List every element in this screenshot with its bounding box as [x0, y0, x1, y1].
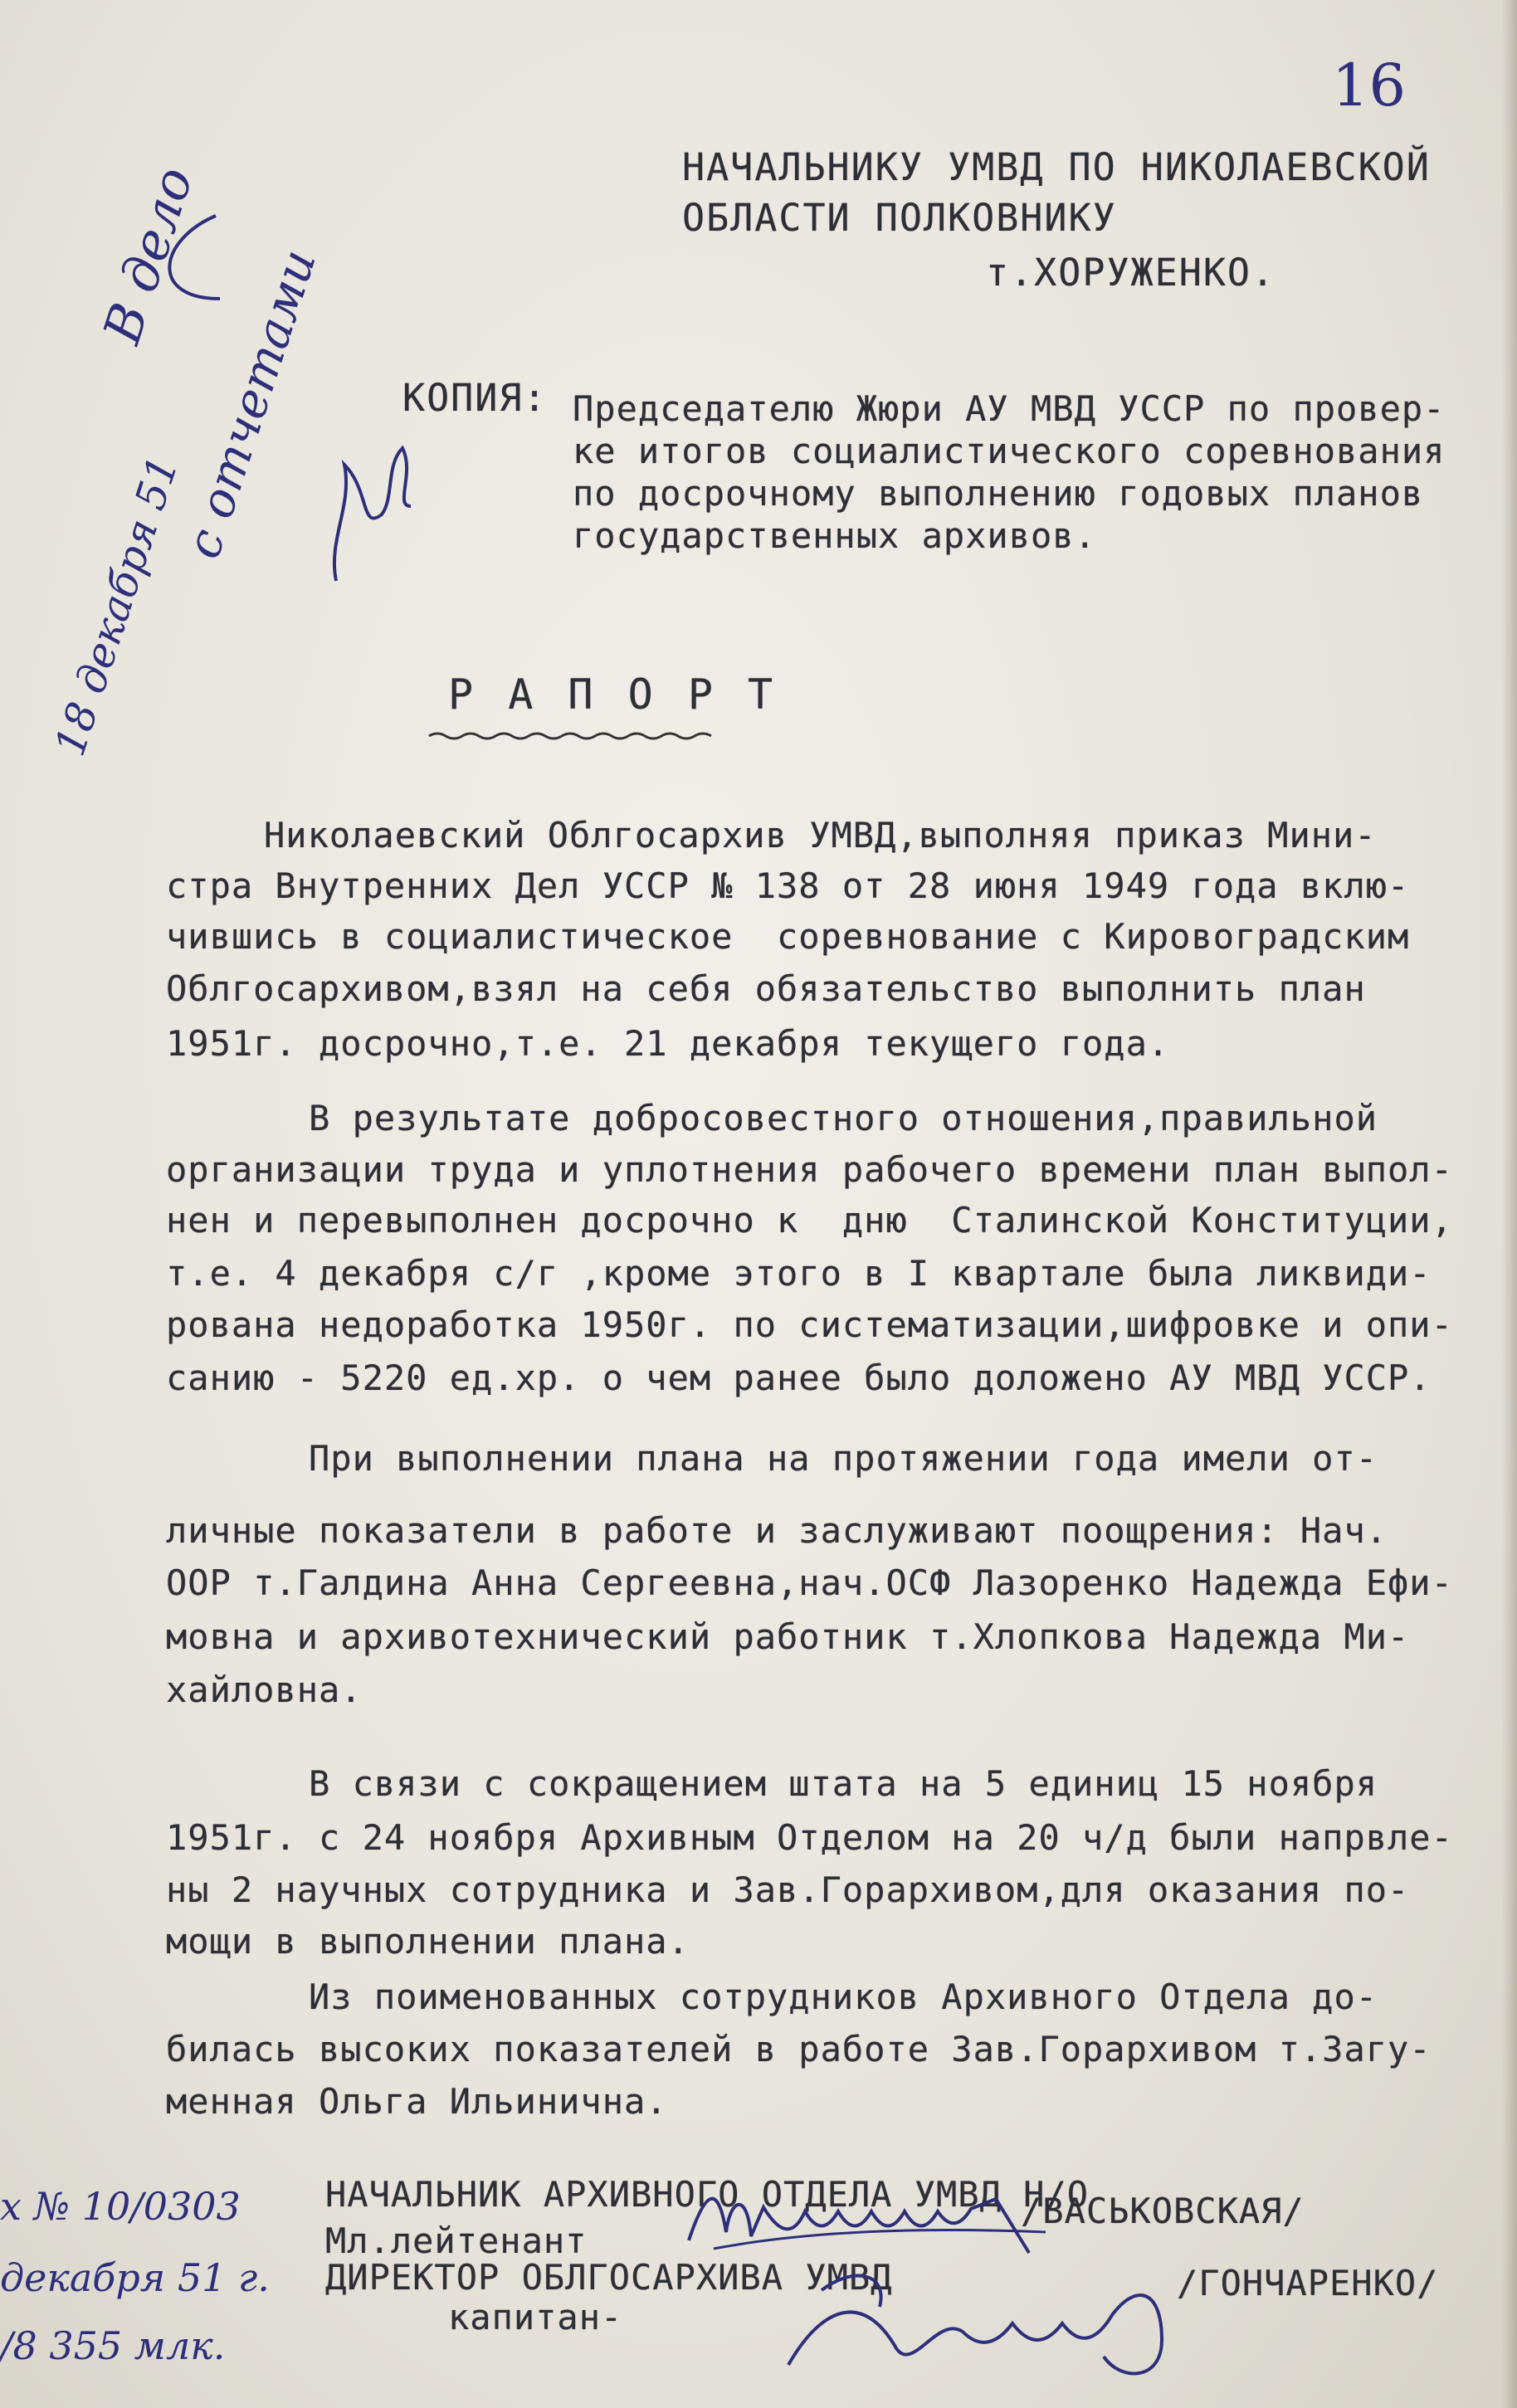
margin-check-mark	[141, 207, 232, 315]
handwritten-signature-1	[680, 2174, 1062, 2265]
p2-line-3: нен и перевыполнен досрочно к дню Сталинской Конституции,	[166, 1200, 1453, 1241]
p4-line-1: В связи с сокращением штата на 5 единиц 15 ноября	[309, 1763, 1378, 1804]
p2-line-2: организации труда и уплотнения рабочего времени план выпол-	[166, 1149, 1453, 1190]
page-edge-shadow	[1502, 0, 1517, 2408]
p3-line-4: мовна и архивотехнический работник т.Хлопкова Надежда Ми-	[166, 1616, 1410, 1657]
registration-line-2: декабря 51 г.	[0, 2255, 270, 2300]
signature-rank-2: капитан-	[448, 2297, 623, 2337]
p2-line-5: рована недоработка 1950г. по систематизации,шифровке и опи-	[166, 1304, 1453, 1345]
p1-line-5: 1951г. досрочно,т.е. 21 декабря текущего года.	[166, 1023, 1170, 1064]
p1-line-4: Облгосархивом,взял на себя обязательство выполнить план	[166, 968, 1366, 1009]
p5-line-1: Из поименованных сотрудников Архивного Отдела до-	[309, 1977, 1378, 2017]
registration-line-3: /8 355 млк.	[0, 2323, 226, 2368]
p1-line-1: Николаевский Облгосархив УМВД,выполняя приказ Мини-	[264, 815, 1377, 855]
copy-line-4: государственных архивов.	[573, 515, 1096, 556]
p4-line-3: ны 2 научных сотрудника и Зав.Горархивом,для оказания по-	[166, 1869, 1410, 1910]
copy-label: КОПИЯ:	[402, 376, 548, 420]
registration-line-1: х № 10/0303	[0, 2184, 241, 2229]
p4-line-4: мощи в выполнении плана.	[166, 1921, 690, 1962]
margin-resolution-line-2: с отчетами	[174, 242, 328, 566]
addressee-line-3: т.ХОРУЖЕНКО.	[986, 251, 1276, 295]
p3-line-1: При выполнении плана на протяжении года имели от-	[309, 1438, 1378, 1479]
p2-line-1: В результате добросовестного отношения,правильной	[309, 1098, 1378, 1138]
p1-line-3: чившись в социалистическое соревнование с Кировоградским	[166, 916, 1410, 957]
copy-line-3: по досрочному выполнению годовых планов	[573, 473, 1424, 514]
p5-line-3: менная Ольга Ильинична.	[166, 2081, 668, 2122]
p1-line-2: стра Внутренних Дел УССР № 138 от 28 июня 1949 года вклю-	[166, 865, 1410, 906]
p4-line-2: 1951г. с 24 ноября Архивным Отделом на 20 ч/д были напрвле-	[166, 1817, 1453, 1858]
margin-initials	[303, 415, 427, 597]
signature-name-2: /ГОНЧАРЕНКО/	[1177, 2263, 1439, 2303]
p2-line-6: санию - 5220 ед.хр. о чем ранее было доложено АУ МВД УССР.	[166, 1358, 1432, 1398]
margin-resolution-line-1: В дело	[91, 159, 205, 351]
copy-line-2: ке итогов социалистического соревнования	[573, 431, 1446, 471]
signature-name-1: /ВАСЬКОВСКАЯ/	[1021, 2191, 1305, 2231]
margin-resolution-line-3: 18 декабря 51	[46, 450, 188, 762]
p5-line-2: билась высоких показателей в работе Зав.Горархивом т.Загу-	[166, 2029, 1432, 2069]
p2-line-4: т.е. 4 декабря с/г ,кроме этого в I квартале была ликвиди-	[166, 1253, 1432, 1294]
copy-line-1: Председателю Жюри АУ МВД УССР по провер-	[573, 388, 1446, 429]
p3-line-5: хайловна.	[166, 1670, 363, 1710]
addressee-line-2: ОБЛАСТИ ПОЛКОВНИКУ	[682, 196, 1117, 240]
p3-line-2: личные показатели в работе и заслуживают поощрения: Нач.	[166, 1510, 1388, 1551]
title-underline	[427, 730, 726, 742]
signature-line-3: ДИРЕКТОР ОБЛГОСАРХИВА УМВД	[325, 2257, 893, 2298]
signature-line-1: НАЧАЛЬНИК АРХИВНОГО ОТДЕЛА УМВД Н/О	[325, 2174, 1090, 2215]
page-number: 16	[1332, 51, 1407, 119]
signature-rank-1: Мл.лейтенант	[325, 2220, 588, 2261]
addressee-line-1: НАЧАЛЬНИКУ УМВД ПО НИКОЛАЕВСКОЙ	[682, 145, 1431, 189]
handwritten-signature-2	[772, 2257, 1203, 2390]
document-title: Р А П О Р Т	[448, 670, 778, 719]
p3-line-3: ООР т.Галдина Анна Сергеевна,нач.ОСФ Лазоренко Надежда Ефи-	[166, 1562, 1453, 1603]
